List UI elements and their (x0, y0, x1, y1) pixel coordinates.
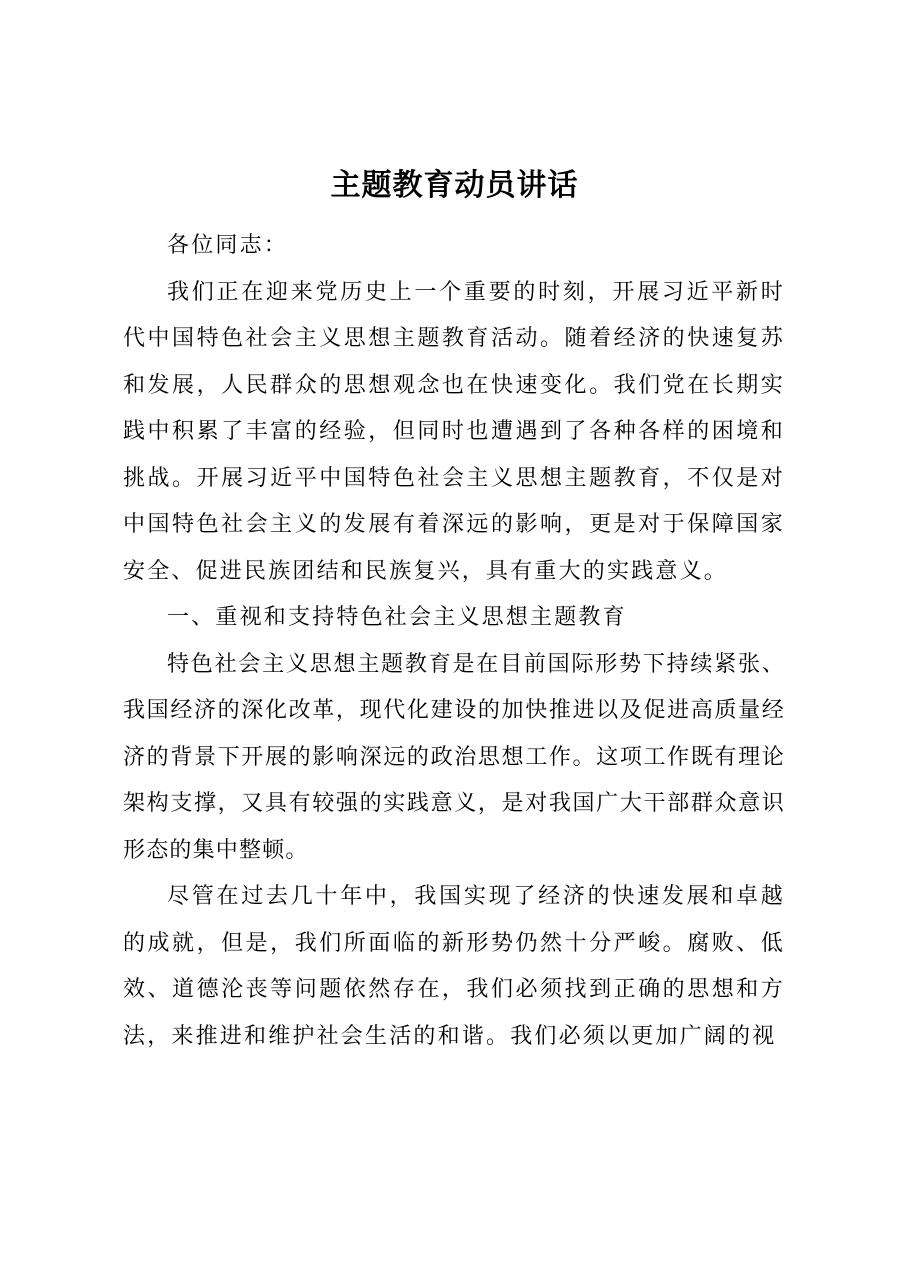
section-1-paragraph-1: 特色社会主义思想主题教育是在目前国际形势下持续紧张、我国经济的深化改革，现代化建设的加快推进以及促进高质量经济的背景下开展的影响深远的政治思想工作。这项工作既有理论架构支撑，又具有较强的实践意义，是对我国广大干部群众意识形态的集中整顿。 (123, 651, 785, 863)
salutation-paragraph: 各位同志： (167, 233, 289, 258)
intro-paragraph: 我们正在迎来党历史上一个重要的时刻，开展习近平新时代中国特色社会主义思想主题教育活动。随着经济的快速复苏和发展，人民群众的思想观念也在快速变化。我们党在长期实践中积累了丰富的经验，但同时也遭遇到了各种各样的困境和挑战。开展习近平中国特色社会主义思想主题教育，不仅是对中国特色社会主义的发展有着深远的影响，更是对于保障国家安全、促进民族团结和民族复兴，具有重大的实践意义。 (123, 279, 785, 584)
section-1-paragraph-2: 尽管在过去几十年中，我国实现了经济的快速发展和卓越的成就，但是，我们所面临的新形势仍然十分严峻。腐败、低效、道德沦丧等问题依然存在，我们必须找到正确的思想和方法，来推进和维护社会生活的和谐。我们必须以更加广阔的视 (123, 884, 785, 1049)
section-heading-1: 一、重视和支持特色社会主义思想主题教育 (167, 605, 627, 630)
document-body (123, 223, 785, 1060)
document-title: 主题教育动员讲话 (330, 168, 579, 203)
